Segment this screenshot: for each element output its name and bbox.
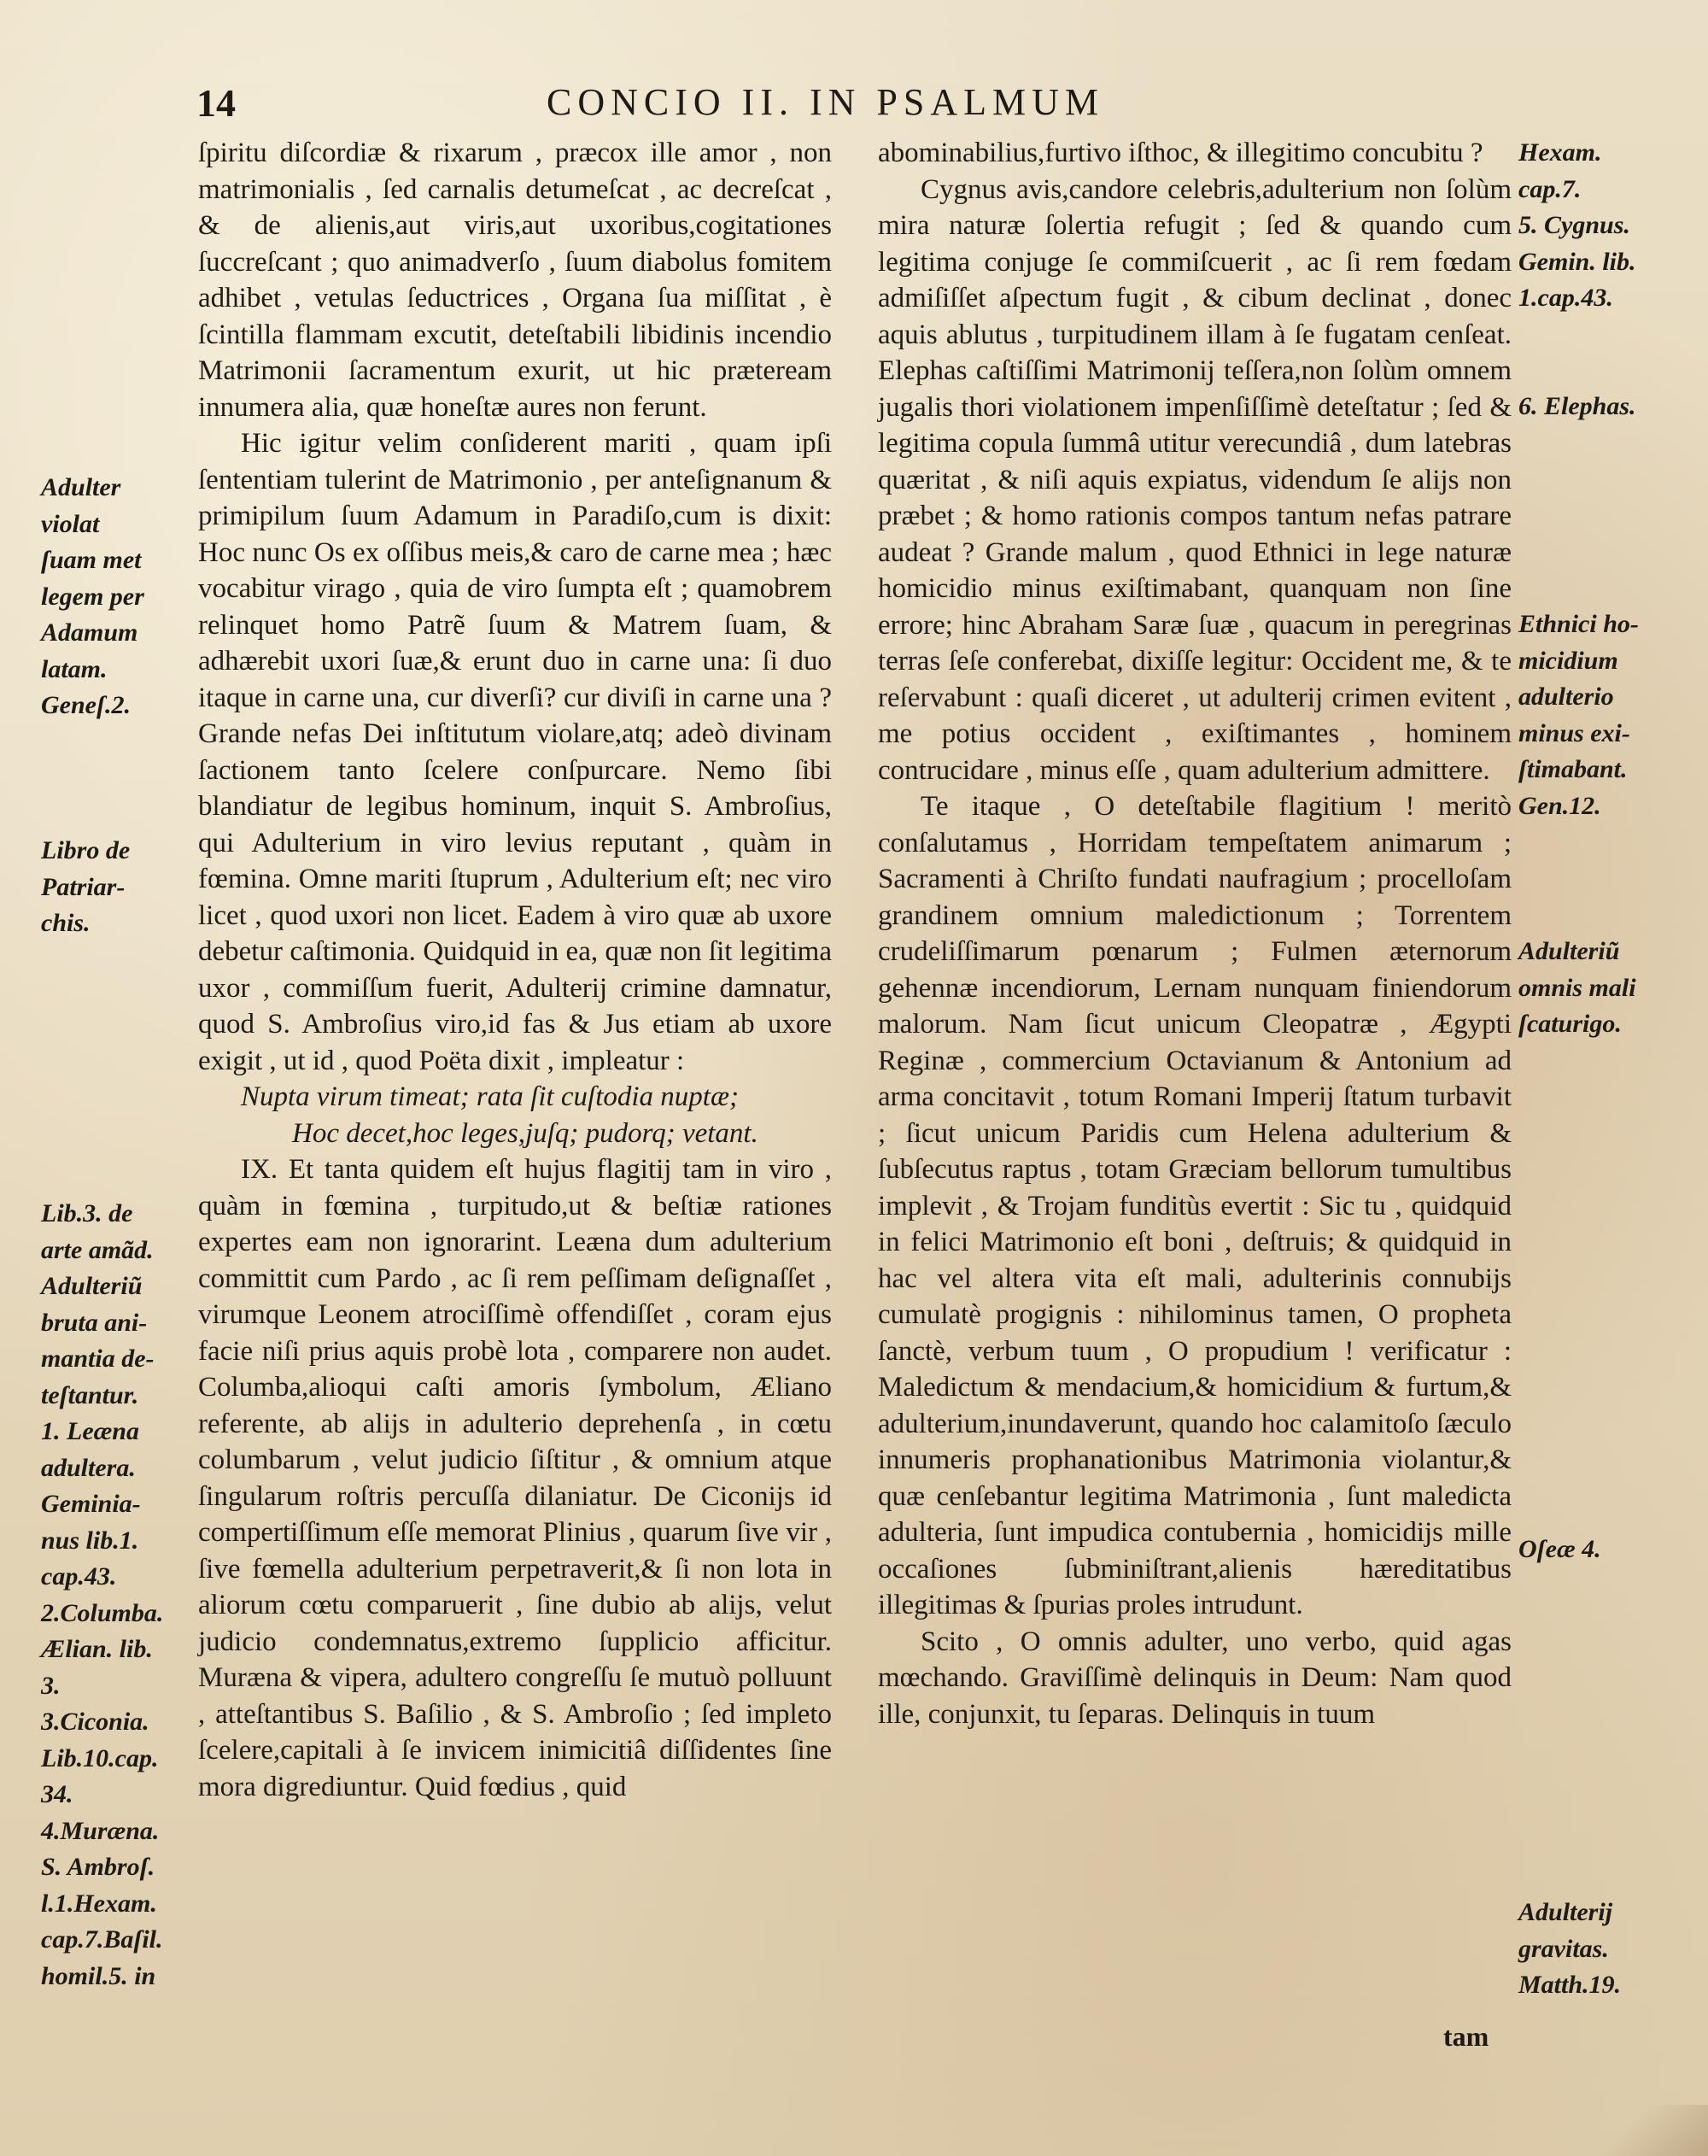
page-number: 14 [196, 81, 236, 125]
margin-note-hexam: Hexam. cap.7. [1518, 138, 1602, 203]
verse-line-1: Nupta virum timeat; rata ſit cuſtodia nuptæ; [241, 1081, 739, 1112]
left-text-column [198, 135, 832, 1805]
right-paragraph-4: Scito , O omnis adulter, uno verbo, quid agas mœchando. Graviſſimè delinquis in Deum: Nam quod ille, conjunxit, tu ſeparas. Delinquis in tuum [878, 1626, 1512, 1730]
paper-stain [1571, 2105, 1708, 2156]
left-paragraph-3: IX. Et tanta quidem eſt hujus flagitij tam in viro , quàm in fœmina , turpitudo,ut & beſtiæ rationes expertes eam non ignorarint. Leæna dum adulterium committit cum Pardo , ac ſi rem peſſimam deſignaſſet , virumque Leonem atrociſſimè offendiſſet , coram ejus facie niſi prius aquis probè lota , comparere non audet. Columba,alioqui caſti amoris ſymbolum, Æliano referente, ab alijs in adulterio deprehenſa , in cœtu columbarum , velut judicio ſiſtitur , & omnium atque ſingularum roſtris percuſſa dilaniatur. De Ciconijs id compertiſſimum eſſe memorat Plinius , quarum ſive vir , ſive fœmella adulterium perpetraverit,& ſi non lota in aliorum cœtu comparuerit , ſine dubio ab alijs, velut judicio condemnatus,extremo ſupplicio afficitur. Muræna & vipera, adultero congreſſu ſe mutuò polluunt , atteſtantibus S. Baſilio , & S. Ambroſio ; ſed impleto ſcelere,capitali à ſe invicem inimicitiâ diſſidentes ſine mora digrediuntur. Quid fœdius , quid [198, 1154, 832, 1802]
verse-quotation [241, 1079, 832, 1151]
page-header [196, 75, 1631, 135]
right-paragraph-3: Te itaque , O deteſtabile flagitium ! meritò conſalutamus , Horridam tempeſtatem animarum ; Sacramenti à Chriſto fundati naufragium ; procelloſam grandinem omnium maledictionum ; Torrentem crudeliſſimarum pœnarum ; Fulmen æternorum gehennæ incendiorum, Lernam nunquam finiendorum malorum. Nam ſicut unicum Cleopatræ , Ægypti Reginæ , commercium Octavianum & Antonium ad arma concitavit , totum Romani Imperij ſtatum turbavit ; ſicut unicum Paridis cum Helena adulterium & ſubſecutus raptus , totam Græciam bellorum tumultibus implevit , & Trojam funditùs evertit : Sic tu , quidquid in felici Matrimonio eſt boni , deſtruis; & quidquid in hac vel altera vita eſt mali, adulterinis connubijs cumulatè progignis : nihilominus tamen, O propheta ſanctè, verbum tuum , O propudium ! verificatur : Maledictum & mendacium,& homicidium & furtum,& adulterium,inundaverunt, quando hoc calamitoſo ſæculo innumeris prophanationibus Matrimonia violantur,& quæ cenſebantur legitima Matrimonia , ſunt maledicta adulteria, ſunt impudica contubernia , homicidijs mille occaſiones ſubminiſtrant,alienis hæreditatibus illegitimas & ſpurias proles intrudunt. [878, 791, 1512, 1620]
left-paragraph-1: ſpiritu diſcordiæ & rixarum , præcox ille amor , non matrimonialis , ſed carnalis detumeſcat , ac decreſcat , & de alienis,aut viris,aut uxoribus,cogitationes ſuccreſcant ; quo animadverſo , ſuum diabolus fomitem adhibet , vetulas ſeductrices , Organa ſua miſſitat , è ſcintilla flammam excutit, deteſtabili libidinis incendio Matrimonii ſacramentum exurit, ut hic præteream innumera alia, quæ honeſtæ aures non ferunt. [198, 138, 832, 423]
right-paragraph-2: Cygnus avis,candore celebris,adulterium non ſolùm mira naturæ ſolertia refugit ; ſed & quando cum legitima conjuge ſe commiſcuerit , ac ſi rem fœdam admiſiſſet aſpectum fugit , & cibum declinat , donec aquis ablutus , turpitudinem illam à ſe fugatam cenſeat. Elephas caſtiſſimi Matrimonij teſſera,non ſolùm omnem jugalis thori violationem impenſiſſimè deteſtatur ; ſed & legitima copula ſummâ utitur verecundiâ , dum latebras quæritat , & niſi aquis expiatus, videndum ſe alijs non præbet ; & homo rationis compos tantum nefas patrare audeat ? Grande malum , quod Ethnici in lege naturæ homicidio minus exiſtimabant, quanquam non ſine errore; hinc Abraham Saræ ſuæ , quacum in peregrinas terras ſeſe conferebat, dixiſſe legitur: Occident me, & te reſervabunt : quaſi diceret , ut adulterij crimen evitent , me potius occident , exiſtimantes , hominem contrucidare , minus eſſe , quam adulterium admittere. [878, 173, 1512, 786]
margin-note-adulter: Adulter violat ſuam met legem per Adamum latam. Geneſ.2. [41, 473, 144, 719]
margin-note-ethnici: Ethnici ho- micidium adulterio minus exi- ſtimabant. Gen.12. [1518, 610, 1639, 820]
margin-note-cygnus: 5. Cygnus. Gemin. lib. 1.cap.43. [1518, 211, 1636, 312]
margin-note-osee: Oſeæ 4. [1518, 1535, 1601, 1563]
running-title: CONCIO II. IN PSALMUM [547, 81, 1105, 123]
verse-line-2: Hoc decet,hoc leges,juſq; pudorq; vetant. [292, 1117, 758, 1149]
margin-note-elephas: 6. Elephas. [1518, 392, 1636, 420]
margin-note-adulterij-gravitas: Adulterij gravitas. Matth.19. [1518, 1898, 1622, 1999]
margin-note-adulterium-scaturigo: Adulteriũ omnis mali ſcaturigo. [1518, 937, 1636, 1038]
catchword: tam [1443, 2021, 1489, 2052]
right-paragraph-1: abominabilius,furtivo iſthoc, & illegitimo concubitu ? [878, 138, 1483, 168]
left-paragraph-2: Hic igitur velim conſiderent mariti , quam ipſi ſententiam tulerint de Matrimonio , per anteſignanum & primipilum ſuum Adamum in Paradiſo,cum is dixit: Hoc nunc Os ex oſſibus meis,& caro de carne mea ; hæc vocabitur virago , quia de viro ſumpta eſt ; quamobrem relinquet homo Patrẽ ſuum & Matrem ſuam, & adhærebit uxori ſuæ,& erunt duo in carne una: ſi duo itaque in carne una, cur diverſi? cur diviſi in carne una ? Grande nefas Dei inſtitutum violare,atq; adeò divinam ſactionem tanto ſcelere conſpurcare. Nemo ſibi blandiatur de legibus hominum, inquit S. Ambroſius, qui Adulterium in viro levius reputant , quàm in fœmina. Omne mariti ſtuprum , Adulterium eſt; nec viro licet , quod uxori non licet. Eadem à viro quæ ab uxore debetur caſtimonia. Quidquid in ea, quæ non ſit legitima uxor , commiſſum fuerit, Adulterij crimine damnatur, quod S. Ambroſius viro,id fas & Jus etiam ab uxore exigit , ut id , quod Poëta dixit , impleatur : [198, 428, 832, 1076]
right-text-column [878, 135, 1512, 1732]
margin-note-bruta-animantia: Lib.3. de arte amãd. Adulteriũ bruta ani- mantia de- teſtantur. 1. Leæna adultera. Geminia- nus lib.1. cap.43. 2.Columba. Ælian. lib. 3. 3.Ciconia. Lib.10.cap. 34. 4.Muræna. S. Ambroſ. l.1.Hexam. cap.7.Baſil. homil.5. in [41, 1199, 164, 1990]
margin-note-patriarchis: Libro de Patriar- chis. [41, 836, 131, 937]
